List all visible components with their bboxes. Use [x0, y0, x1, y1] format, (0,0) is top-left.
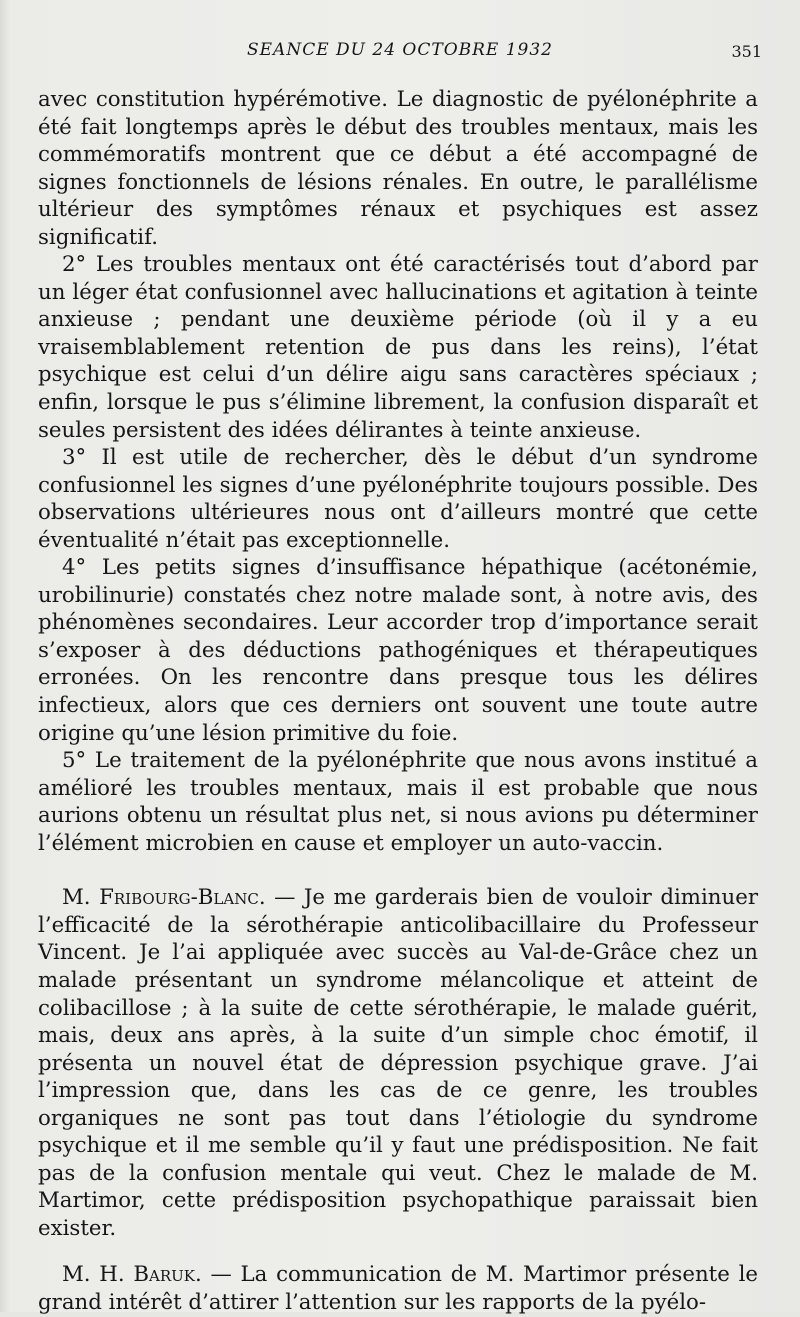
speaker-prefix: M.: [62, 885, 100, 911]
remark-text: . — La communication de M. Martimor présente le grand intérêt d’attirer l’attention sur les rapports de la pyélo-: [38, 1262, 758, 1315]
page-number: 351: [731, 42, 762, 61]
section-gap: [38, 1242, 758, 1261]
paragraph-point-4: 4° Les petits signes d’insuffisance hépathique (acétonémie, urobilinurie) constatés chez notre malade sont, à notre avis, des phénomènes secondaires. Leur accorder trop d’importance serait s’exposer à des déductions pathogéniques et thérapeutiques erronées. On les rencontre dans presque tous les délires infectieux, alors que ces derniers ont souvent une toute autre origine qu’une lésion primitive du foie.: [38, 555, 758, 746]
paragraph-point-2: 2° Les troubles mentaux ont été caractérisés tout d’abord par un léger état confusionnel avec hallucinations et agitation à teinte anxieuse ; pendant une deuxième période (où il y a eu vraisemblablement retention de pus dans les reins), l’état psychique est celui d’un délire aigu sans caractères spéciaux ; enfin, lorsque le pus s’élimine librement, la confusion disparaît et seules persistent des idées délirantes à teinte anxieuse.: [38, 252, 758, 443]
speaker-prefix: M. H.: [62, 1262, 134, 1288]
paragraph-point-3: 3° Il est utile de rechercher, dès le début d’un syndrome confusionnel les signes d’une pyélonéphrite toujours possible. Des observations ultérieures nous ont d’ailleurs montré que cette éventualité n’était pas exceptionnelle.: [38, 445, 758, 553]
paragraph-continuation: avec constitution hypérémotive. Le diagnostic de pyélonéphrite a été fait longtemps après le début des troubles mentaux, mais les commémoratifs montrent que ce début a été accompagné de signes fonctionnels de lésions rénales. En outre, le parallélisme ultérieur des symptômes rénaux et psychiques est assez significatif.: [38, 87, 758, 250]
speaker-name: Baruk: [133, 1262, 196, 1288]
paragraph-baruk: [38, 1261, 758, 1316]
page-body: [38, 86, 758, 1317]
page-header: [38, 40, 762, 66]
speaker-name: Fribourg-Blanc: [99, 885, 259, 911]
running-head: SEANCE DU 24 OCTOBRE 1932: [246, 40, 553, 60]
paragraph-point-5: 5° Le traitement de la pyélonéphrite que nous avons institué a amélioré les troubles mentaux, mais il est probable que nous aurions obtenu un résultat plus net, si nous avions pu déterminer l’élément microbien en cause et employer un auto-vaccin.: [38, 748, 758, 856]
paragraph-fribourg-blanc: [38, 884, 758, 1242]
remark-text: . — Je me garderais bien de vouloir diminuer l’efficacité de la sérothérapie anticolibacillaire du Professeur Vincent. Je l’ai appliquée avec succès au Val-de-Grâce chez un malade présentant un syndrome mélancolique et atteint de colibacillose ; à la suite de cette sérothérapie, le malade guérit, mais, deux ans après, à la suite d’un simple choc émotif, il présenta un nouvel état de dépression psychique grave. J’ai l’impression que, dans les cas de ce genre, les troubles organiques ne sont pas tout dans l’étiologie du syndrome psychique et il me semble qu’il y faut une prédisposition. Ne fait pas de la confusion mentale qui veut. Chez le malade de M. Martimor, cette prédisposition psychopathique paraissait bien exister.: [38, 885, 758, 1241]
section-gap: [38, 857, 758, 884]
